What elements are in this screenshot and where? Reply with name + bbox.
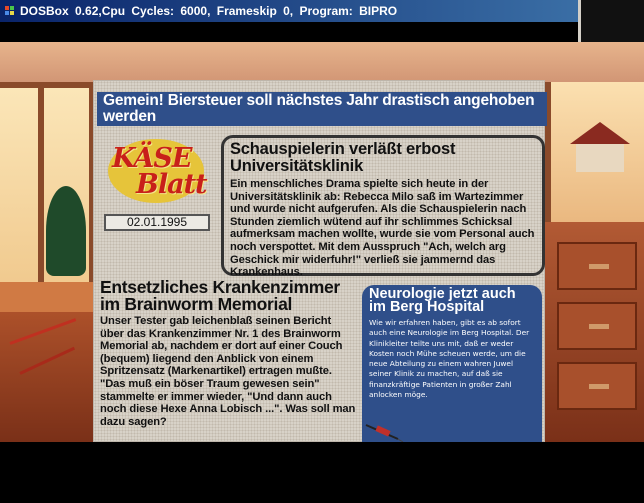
syringe-icon	[364, 421, 404, 442]
article-right-title: Neurologie jetzt auch im Berg Hospital	[369, 286, 516, 315]
office-window-left	[0, 82, 95, 302]
house-illustration	[570, 122, 630, 172]
article-left	[100, 279, 356, 428]
desk	[0, 282, 100, 442]
window-title: DOSBox 0.62,Cpu Cycles: 6000, Frameskip 0, Program: BIPRO	[20, 4, 398, 18]
article-left-title: Entsetzliches Krankenzimmer im Brainworm Memorial	[100, 277, 340, 314]
pen-illustration	[19, 347, 75, 375]
game-viewport[interactable]	[0, 42, 644, 442]
article-right-body: Wie wir erfahren haben, gibt es ab sofort auch eine Neurologie im Berg Hospital. Der Klinikleiter teilte uns mit, daß er weder Kosten noch Mühe scheuen werde, um die neue Abteilung zu einem wahren Juwel seiner Klinik zu machen, auf daß sie finanzkräftige Patienten in großer Zahl anlocken möge.	[369, 318, 530, 400]
newspaper[interactable]	[93, 80, 545, 442]
window-title-bar[interactable]	[0, 0, 578, 22]
logo-word-1: KÄSE	[112, 143, 192, 174]
pen-illustration	[9, 318, 76, 345]
article-right	[362, 285, 542, 442]
logo-word-2: Blatt	[136, 169, 207, 200]
dosbox-app-icon[interactable]	[3, 4, 16, 17]
filing-cabinet	[545, 222, 644, 442]
newspaper-logo	[102, 139, 214, 209]
article-left-body: Unser Tester gab leichenblaß seinen Bericht über das Krankenzimmer Nr. 1 des Brainworm Memorial ab, nachdem er dort auf einer Couch (bequem) liegend den Anblick von einem Spritzensatz (Markenartikel) ertragen mußte. "Das muß ein böser Traum gewesen sein" stammelte er immer wieder, "Und dann auch noch diese Hexe Anna Lobisch ...". Was soll man dazu sagen?	[100, 315, 356, 428]
article-top	[221, 135, 545, 279]
article-top-title: Schauspielerin verläßt erbost Universitätsklinik	[230, 140, 456, 175]
newspaper-date: 02.01.1995	[104, 214, 210, 231]
newspaper-main-headline: Gemein! Biersteuer soll nächstes Jahr drastisch angehoben werden	[97, 92, 547, 126]
tree-illustration	[46, 186, 86, 276]
status-area	[0, 442, 644, 503]
article-top-body: Ein menschliches Drama spielte sich heute in der Universitätsklinik ab: Rebecca Milo saß im Wartezimmer und wurde nicht aufgerufen. Als die Schauspielerin nach Stunden ziemlich wütend auf ihr schlimmes Schicksal aufmerksam machen wollte, wurde sie vom Personal auch noch verspottet. Mit dem Ausspruch "Ach, welch arg Geschick mir widerfuhr!" verließ sie jammernd das Krankenhaus.	[230, 178, 535, 279]
